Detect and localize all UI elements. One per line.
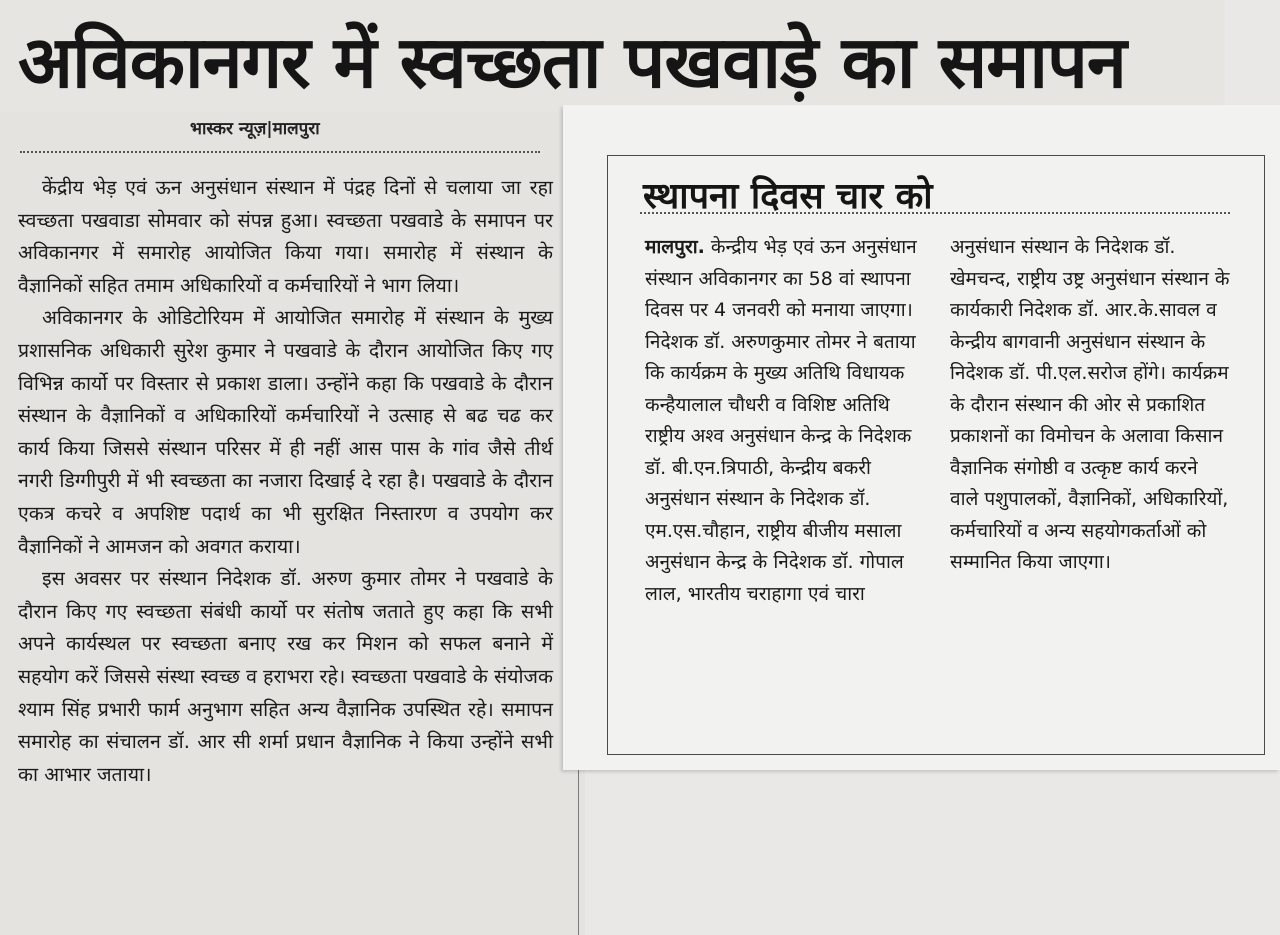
dotted-rule [640,212,1230,214]
secondary-headline: स्थापना दिवस चार को [643,176,933,217]
byline: भास्कर न्यूज़|मालपुरा [190,119,320,139]
article-text: केन्द्रीय भेड़ एवं ऊन अनुसंधान संस्थान अविकानगर का 58 वां स्थापना दिवस पर 4 जनवरी को मनाया जाएगा। निदेशक डॉ. अरुणकुमार तोमर ने बताया कि कार्यक्रम के मुख्य अतिथि विधायक कन्हैयालाल चौधरी व विशिष्ट अतिथि राष्ट्रीय अश्व अनुसंधान केन्द्र के निदेशक डॉ. बी.एन.त्रिपाठी, केन्द्रीय बकरी अनुसंधान संस्थान के निदेशक डॉ. एम.एस.चौहान, राष्ट्रीय बीजीय मसाला अनुसंधान केन्द्र के निदेशक डॉ. गोपाल लाल, भारतीय चराहागा एवं चारा [645,236,917,605]
article-paragraph: केंद्रीय भेड़ एवं ऊन अनुसंधान संस्थान में पंद्रह दिनों से चलाया जा रहा स्वच्छता पखवाडा सोमवार को संपन्न हुआ। स्वच्छता पखवाडे के समापन पर अविकानगर में समारोह आयोजित किया गया। समारोह में संस्थान के वैज्ञानिकों सहित तमाम अधिकारियों व कर्मचारियों ने भाग लिया। [18,176,553,297]
article-paragraph: इस अवसर पर संस्थान निदेशक डॉ. अरुण कुमार तोमर ने पखवाडे के दौरान किए गए स्वच्छता संबंधी कार्यो पर संतोष जताते हुए कहा कि सभी अपने कार्यस्थल पर स्वच्छता बनाए रख कर मिशन को सफल बनाने में सहयोग करें जिससे संस्था स्वच्छ व हराभरा रहे। स्वच्छता पखवाडे के संयोजक श्याम सिंह प्रभारी फार्म अनुभाग सहित अन्य वैज्ञानिक उपस्थित रहे। समापन समारोह का संचालन डॉ. आर सी शर्मा प्रधान वैज्ञानिक ने किया उन्होंने सभी का आभार जताया। [18,567,553,786]
dateline: मालपुरा. [645,236,705,258]
right-article-column-2 [950,232,1230,742]
article-paragraph: अविकानगर के ओडिटोरियम में आयोजित समारोह में संस्थान के मुख्य प्रशासनिक अधिकारी सुरेश कुमार ने पखवाडे के दौरान आयोजित किए गए विभिन्न कार्यो पर विस्तार से प्रकाश डाला। उन्होंने कहा कि पखवाडे के दौरान संस्थान के वैज्ञानिकों व अधिकारियों कर्मचारियों ने उत्साह से बढ चढ कर कार्य किया जिससे संस्थान परिसर में ही नहीं आस पास के गांव जैसे तीर्थ नगरी डिग्गीपुरी में भी स्वच्छता का नजारा दिखाई दे रहा है। पखवाडे के दौरान एकत्र कचरे व अपशिष्ट पदार्थ का भी सुरक्षित निस्तारण व उपयोग कर वैज्ञानिकों ने आमजन को अवगत कराया। [18,306,553,558]
right-article-column-1 [645,232,925,742]
left-article-body [18,172,553,932]
article-text: अनुसंधान संस्थान के निदेशक डॉ. खेमचन्द, राष्ट्रीय उष्ट्र अनुसंधान संस्थान के कार्यकारी निदेशक डॉ. आर.के.सावल व केन्द्रीय बागवानी अनुसंधान संस्थान के निदेशक डॉ. पी.एल.सरोज होंगे। कार्यक्रम के दौरान संस्थान की ओर से प्रकाशित प्रकाशनों का विमोचन के अलावा किसान वैज्ञानिक संगोष्ठी व उत्कृष्ट कार्य करने वाले पशुपालकों, वैज्ञानिकों, अधिकारियों, कर्मचारियों व अन्य सहयोगकर्ताओं को सम्मानित किया जाएगा। [950,236,1230,573]
dotted-rule [20,151,540,153]
main-headline: अविकानगर में स्वच्छता पखवाड़े का समापन [18,20,1126,104]
